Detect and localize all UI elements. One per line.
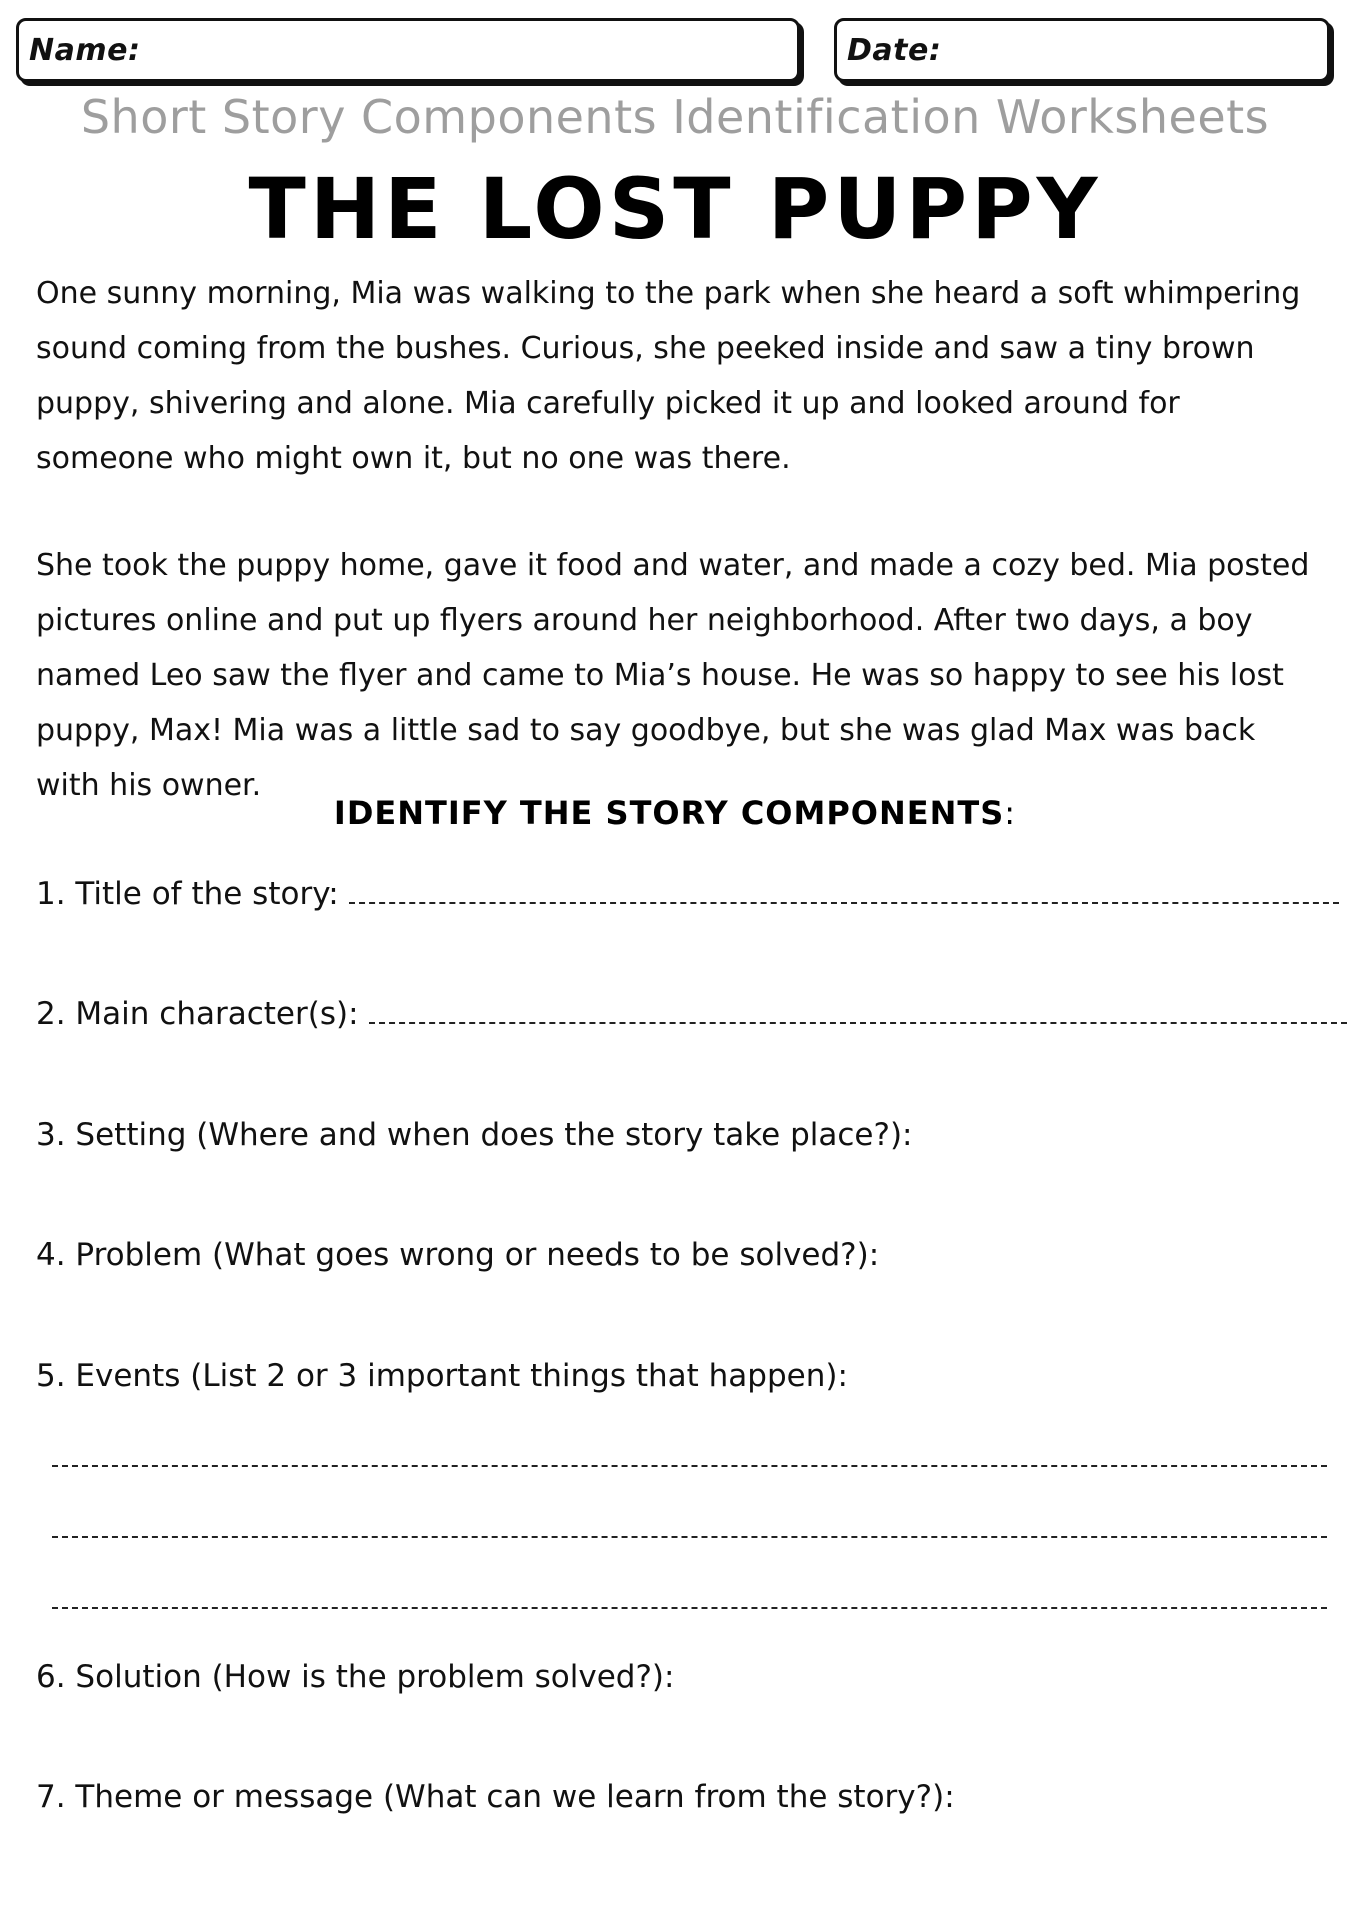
answer-line-title[interactable] xyxy=(349,902,1339,904)
question-label: 3. Setting (Where and when does the story take place?): xyxy=(36,1117,913,1153)
question-label: 7. Theme or message (What can we learn from the story?): xyxy=(36,1779,955,1815)
date-label: Date: xyxy=(847,32,942,68)
story-title: THE LOST PUPPY xyxy=(248,160,1102,258)
story-paragraph-1: One sunny morning, Mia was walking to the park when she heard a soft whimpering sound coming from the bushes. Curious, she peeked inside and saw a tiny brown puppy, shivering and alone. Mia carefully picked it up and looked around for someone who might own it, but no one was there. xyxy=(36,276,1301,476)
section-heading-text: IDENTIFY THE STORY COMPONENTS xyxy=(333,794,1005,832)
question-label: 1. Title of the story: xyxy=(36,876,339,912)
section-heading xyxy=(0,794,1350,832)
events-answer-line-2[interactable] xyxy=(52,1536,1327,1538)
question-label: 6. Solution (How is the problem solved?): xyxy=(36,1659,675,1695)
name-field[interactable] xyxy=(16,18,800,82)
question-label: 4. Problem (What goes wrong or needs to be solved?): xyxy=(36,1237,880,1273)
question-label: 2. Main character(s): xyxy=(36,996,359,1032)
section-heading-colon: : xyxy=(1004,794,1017,832)
question-setting xyxy=(36,1117,912,1153)
question-characters xyxy=(36,996,1347,1032)
story-paragraph-2: She took the puppy home, gave it food and water, and made a cozy bed. Mia posted pictures online and put up flyers around her neighborhood. After two days, a boy named Leo saw the flyer and came to Mia’s house. He was so happy to see his lost puppy, Max! Mia was a little sad to say goodbye, but she was glad Max was back with his owner. xyxy=(36,548,1310,803)
events-answer-line-1[interactable] xyxy=(52,1465,1327,1467)
date-field[interactable] xyxy=(834,18,1330,82)
name-label: Name: xyxy=(29,32,141,68)
question-events xyxy=(36,1358,848,1394)
question-theme xyxy=(36,1779,955,1815)
answer-line-characters[interactable] xyxy=(369,1022,1347,1024)
events-answer-line-3[interactable] xyxy=(52,1607,1327,1609)
question-problem xyxy=(36,1237,879,1273)
question-label: 5. Events (List 2 or 3 important things that happen): xyxy=(36,1358,848,1394)
question-title xyxy=(36,876,1339,912)
worksheet-subtitle: Short Story Components Identification Worksheets xyxy=(80,90,1270,144)
question-solution xyxy=(36,1659,674,1695)
